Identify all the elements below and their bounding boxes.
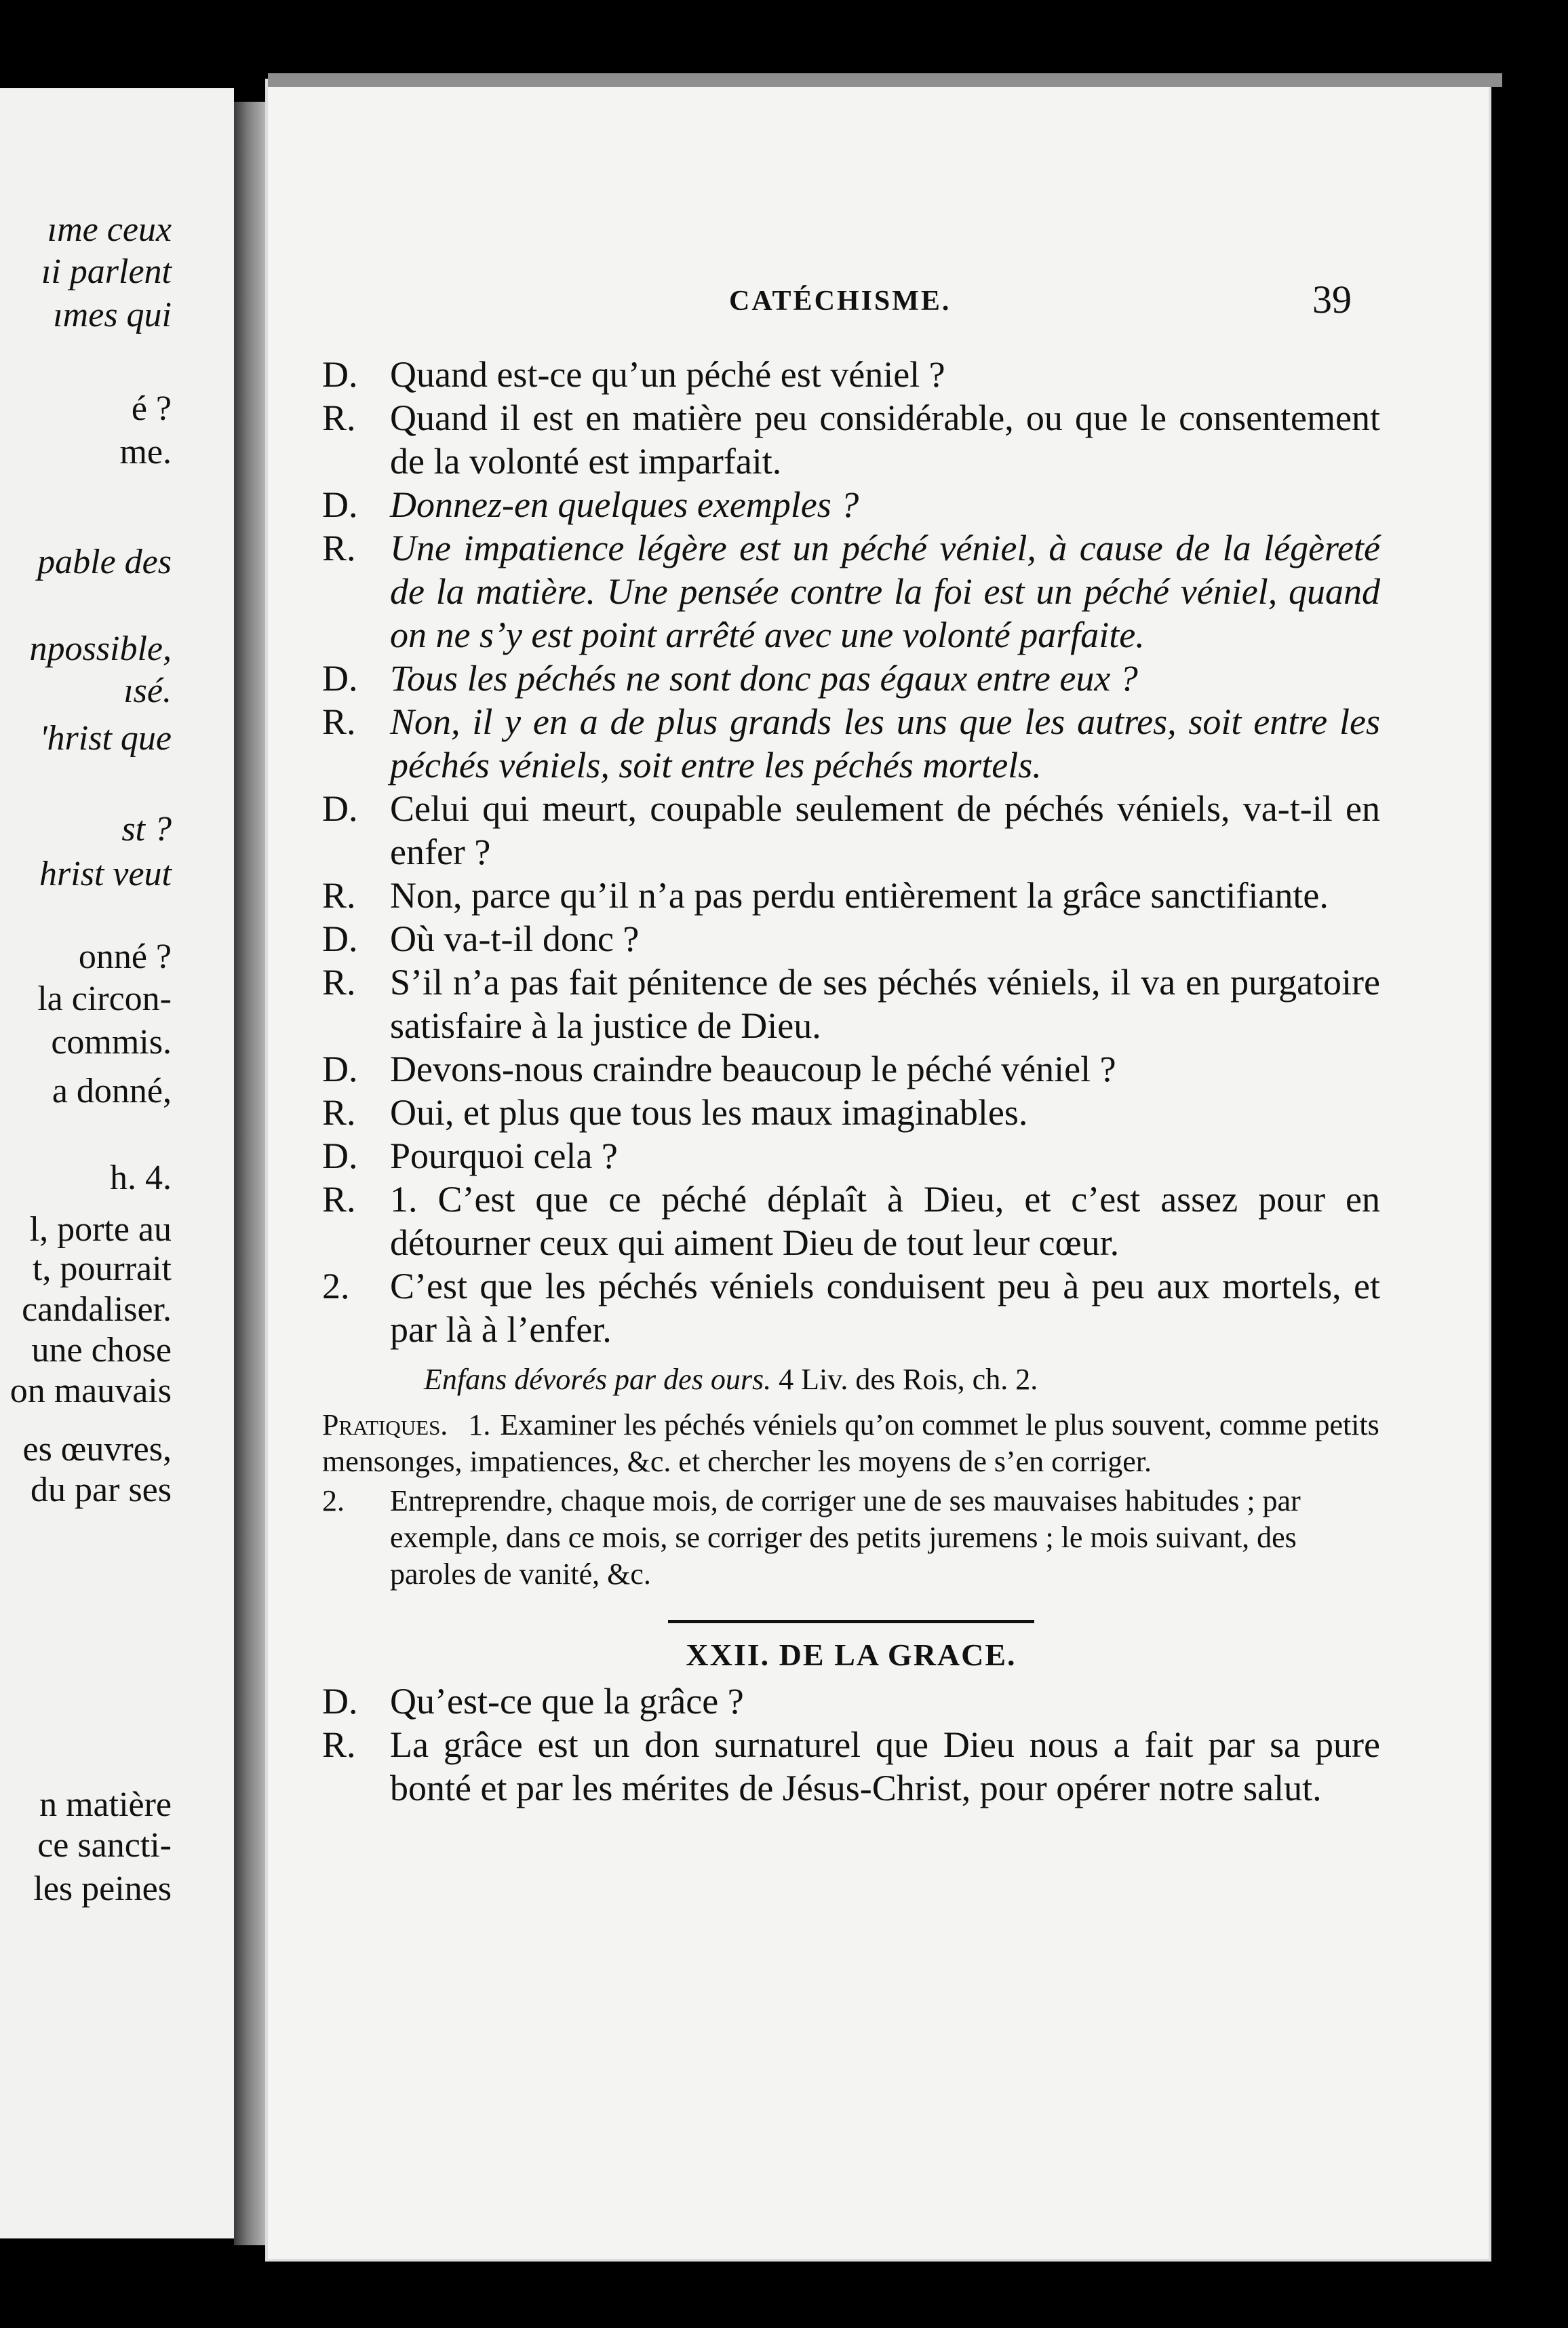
qa-entry — [322, 526, 1380, 657]
left-page-line: a donné, — [52, 1072, 172, 1110]
left-page-line: me. — [119, 433, 172, 471]
qa-text: Qu’est-ce que la grâce ? — [390, 1681, 744, 1722]
qa-entry — [322, 874, 1380, 917]
qa-marker: R. — [322, 1724, 356, 1765]
pratique-marker: 1. — [468, 1408, 491, 1441]
section-divider — [668, 1620, 1034, 1623]
left-page-line: hrist veut — [39, 855, 172, 893]
qa-entry — [322, 1680, 1380, 1723]
left-page-line: 'hrist que — [39, 719, 172, 758]
left-page-line: ısé. — [123, 672, 172, 710]
qa-text: Celui qui meurt, coupable seulement de péchés véniels, va-t-il en enfer ? — [390, 788, 1380, 872]
qa-marker: D. — [322, 788, 358, 829]
left-page-line: n matière — [39, 1785, 172, 1824]
pratique-text: Entreprendre, chaque mois, de corriger une de ses mauvaises habitudes ; par exemple, dans ce mois, se corriger des petits juremens ; le mois suivant, des paroles de vanité, &c. — [390, 1484, 1301, 1591]
qa-text: Non, il y en a de plus grands les uns que les autres, soit entre les péchés véniels, soit entre les péchés mortels. — [390, 701, 1380, 785]
qa-list — [322, 353, 1380, 1351]
qa-entry — [322, 700, 1380, 787]
qa-entry — [322, 483, 1380, 526]
reference-citation: 4 Liv. des Rois, ch. 2. — [779, 1363, 1038, 1396]
qa-entry — [322, 1134, 1380, 1178]
qa-text: Où va-t-il donc ? — [390, 918, 640, 959]
pratique-text: Examiner les péchés véniels qu’on commet le plus souvent, comme petits mensonges, impatiences, &c. et chercher les moyens de s’en corriger. — [322, 1408, 1379, 1478]
qa-marker: D. — [322, 918, 358, 959]
qa-text: 1. C’est que ce péché déplaît à Dieu, et c’est assez pour en détourner ceux qui aiment Dieu de tout leur cœur. — [390, 1179, 1380, 1263]
page-title: CATÉCHISME. — [729, 286, 952, 317]
left-page-line: é ? — [131, 389, 172, 428]
scripture-reference — [424, 1361, 1380, 1399]
qa-text: La grâce est un don surnaturel que Dieu nous a fait par sa pure bonté et par les mérites de Jésus-Christ, pour opérer notre salut. — [390, 1724, 1380, 1808]
pratique-item — [322, 1483, 1380, 1593]
left-page-line: ımes qui — [53, 296, 172, 334]
left-page-line: on mauvais — [9, 1372, 172, 1410]
qa-marker: D. — [322, 1049, 358, 1089]
left-page-line: commis. — [51, 1023, 172, 1062]
left-page-line: du par ses — [31, 1471, 172, 1509]
qa-marker: R. — [322, 1092, 356, 1133]
qa-marker: R. — [322, 962, 356, 1003]
pratiques-label: Pratiques. — [322, 1408, 448, 1441]
page-body — [322, 353, 1380, 1810]
qa-text: S’il n’a pas fait pénitence de ses péchés véniels, il va en purgatoire satisfaire à la justice de Dieu. — [390, 962, 1380, 1046]
page-number: 39 — [1312, 277, 1352, 322]
qa-marker: R. — [322, 701, 356, 742]
left-page-line: t, pourrait — [32, 1249, 172, 1288]
qa-text: Quand il est en matière peu considérable, ou que le consentement de la volonté est imparfait. — [390, 397, 1380, 482]
left-page-line: une chose — [31, 1331, 172, 1370]
reference-title: Enfans dévorés par des ours. — [424, 1363, 772, 1396]
qa-text: Devons-nous craindre beaucoup le péché véniel ? — [390, 1049, 1116, 1089]
qa-text: Oui, et plus que tous les maux imaginables. — [390, 1092, 1028, 1133]
qa-marker: D. — [322, 354, 358, 395]
section-title: XXII. DE LA GRACE. — [686, 1637, 1017, 1672]
qa-text: Quand est-ce qu’un péché est véniel ? — [390, 354, 945, 395]
qa-entry — [322, 917, 1380, 961]
qa-entry — [322, 657, 1380, 700]
qa-marker: R. — [322, 528, 356, 568]
pratique-marker: 2. — [322, 1484, 345, 1517]
left-page-line: pable des — [37, 543, 172, 581]
qa-marker: D. — [322, 658, 358, 699]
left-page-line: ıme ceux — [47, 210, 172, 249]
qa-text: Pourquoi cela ? — [390, 1136, 618, 1176]
qa-marker: R. — [322, 397, 356, 438]
qa-entry — [322, 396, 1380, 483]
left-page-line: la circon- — [37, 979, 172, 1018]
qa-entry — [322, 353, 1380, 396]
left-page-line: es œuvres, — [22, 1430, 172, 1469]
left-page-line: les peines — [33, 1869, 172, 1908]
left-page-line: st ? — [121, 810, 172, 849]
qa-entry — [322, 1047, 1380, 1091]
qa-text: Tous les péchés ne sont donc pas égaux entre eux ? — [390, 658, 1138, 699]
qa-text: Donnez-en quelques exemples ? — [390, 484, 859, 525]
left-page-line: onné ? — [78, 937, 172, 976]
qa-text: C’est que les péchés véniels conduisent peu à peu aux mortels, et par là à l’enfer. — [390, 1266, 1380, 1350]
right-page — [268, 81, 1489, 2259]
qa-marker: D. — [322, 1136, 358, 1176]
left-facing-page — [0, 88, 234, 2238]
left-page-line: ce sancti- — [37, 1826, 172, 1865]
left-page-line: candaliser. — [22, 1290, 172, 1329]
qa-entry — [322, 1178, 1380, 1264]
qa-entry — [322, 1091, 1380, 1134]
qa-marker: D. — [322, 1681, 358, 1722]
pratique-item — [322, 1407, 1380, 1480]
left-page-line: ıi parlent — [41, 252, 172, 291]
qa-marker: R. — [322, 1179, 356, 1220]
qa-entry — [322, 961, 1380, 1047]
qa-text: Une impatience légère est un péché véniel, à cause de la légèreté de la matière. Une pensée contre la foi est un péché véniel, quand on ne s’y est point arrêté avec une volonté parfaite. — [390, 528, 1380, 655]
qa-marker: D. — [322, 484, 358, 525]
pratiques-list — [322, 1407, 1380, 1593]
qa2-list — [322, 1680, 1380, 1810]
qa-entry — [322, 1264, 1380, 1351]
left-page-line: l, porte au — [29, 1210, 172, 1249]
left-page-line: h. 4. — [110, 1159, 172, 1197]
qa-entry — [322, 787, 1380, 874]
book-gutter — [234, 102, 268, 2245]
qa-marker: R. — [322, 875, 356, 916]
qa-marker: 2. — [322, 1266, 350, 1306]
left-page-line: npossible, — [29, 629, 172, 668]
qa-text: Non, parce qu’il n’a pas perdu entièrement la grâce sanctifiante. — [390, 875, 1329, 916]
qa-entry — [322, 1723, 1380, 1810]
